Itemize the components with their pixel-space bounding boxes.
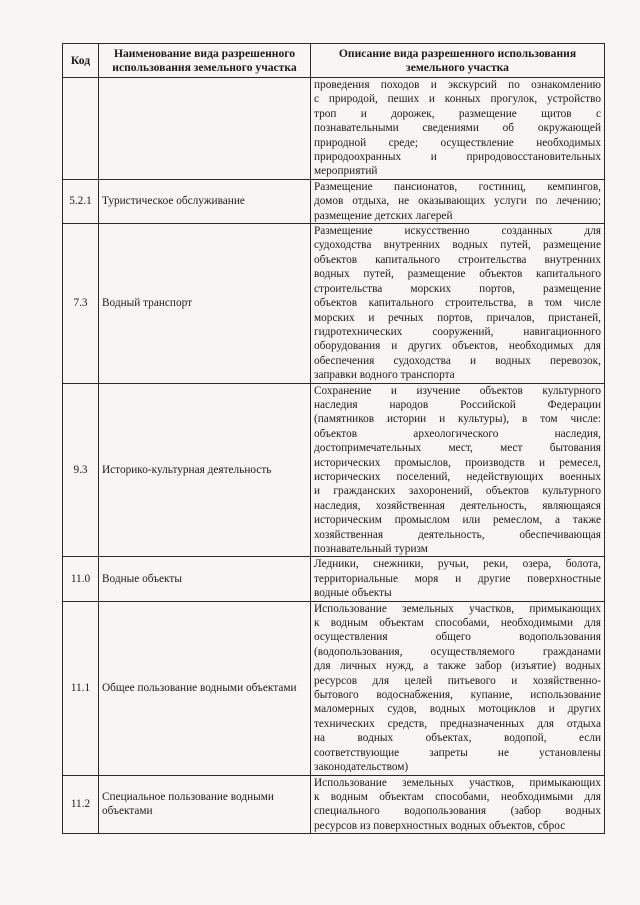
description-line: достопримечательных мест, мест бытования — [314, 442, 601, 455]
description-line: на водных объектах, водопой, если — [314, 732, 601, 745]
description-line: хозяйственная деятельность, обеспечивающая — [314, 528, 601, 541]
description-line: историческим промыслом или ремеслом, а также — [314, 514, 601, 527]
description-line: познавательными сведениями об окружающей — [314, 122, 601, 135]
description-line: троп и дорожек, размещение щитов с — [314, 107, 601, 120]
description-line: размещение детских лагерей — [314, 209, 453, 222]
description-line: домов отдыха, не оказывающих услуги по лечению; — [314, 195, 601, 208]
description-line: с природой, пеших и конных прогулок, устройство — [314, 93, 601, 106]
description-line: водные объекты — [314, 587, 392, 600]
row-description — [311, 775, 605, 834]
description-line: бытового водоснабжения, купание, использование — [314, 689, 601, 702]
row-code: 7.3 — [63, 224, 99, 383]
description-line: познавательный туризм — [314, 543, 428, 555]
description-line: наследия народов Российской Федерации — [314, 398, 601, 411]
row-name: Водные объекты — [99, 557, 311, 601]
description-line: и гражданских захоронений, объектов культурного — [314, 485, 601, 498]
row-description — [311, 78, 605, 180]
description-line: водных путей, размещение объектов капитального — [314, 268, 601, 281]
description-line: Размещение пансионатов, гостиниц, кемпингов, — [314, 180, 601, 193]
row-name: Специальное пользование водными объектами — [99, 775, 311, 834]
table-row — [63, 383, 605, 557]
description-line: территориальные моря и другие поверхностные — [314, 572, 601, 585]
row-name — [99, 78, 311, 180]
header-description: Описание вида разрешенного использования земельного участка — [311, 44, 605, 78]
row-description — [311, 224, 605, 383]
description-line: специального водопользования (забор водных — [314, 805, 601, 818]
table-header-row — [63, 44, 605, 78]
description-line: Размещение искусственно созданных для — [314, 225, 601, 238]
row-description — [311, 557, 605, 601]
description-line: объектов археологического наследия, — [314, 427, 601, 440]
description-line: к водным объектам способами, необходимыми для — [314, 790, 601, 803]
description-line: законодательством) — [314, 761, 409, 774]
description-line: ресурсов из поверхностных водных объектов, сброс — [314, 819, 566, 832]
table-row — [63, 775, 605, 834]
description-line: проведения походов и экскурсий по ознакомлению — [314, 79, 601, 91]
description-line: строительства морских портов, размещение — [314, 282, 601, 295]
table-row — [63, 78, 605, 180]
row-code: 11.1 — [63, 601, 99, 775]
description-line: (водопользования, осуществляемого гражданами — [314, 645, 601, 658]
description-line: морских и речных портов, причалов, пристаней, — [314, 311, 601, 324]
description-line: исторических поселений, недействующих военных — [314, 470, 601, 483]
description-line: Использование земельных участков, примыкающих — [314, 602, 601, 615]
row-description — [311, 601, 605, 775]
description-line: объектов капитального строительства внутренних — [314, 253, 601, 266]
description-line: Сохранение и изучение объектов культурного — [314, 384, 601, 397]
row-description — [311, 383, 605, 557]
table-row — [63, 224, 605, 383]
description-line: маломерных судов, водных мотоциклов и других — [314, 703, 601, 716]
description-line: соответствующие запреты не установлены — [314, 746, 601, 759]
description-line: ресурсов для целей питьевого и хозяйственно- — [314, 674, 601, 687]
description-line: природоохранных и природовосстановительных — [314, 151, 601, 164]
description-line: Использование земельных участков, примыкающих — [314, 776, 601, 789]
description-line: к водным объектам способами, необходимыми для — [314, 617, 601, 630]
description-line: объектов капитального строительства, в том числе — [314, 297, 601, 310]
description-line: (памятников истории и культуры), в том числе: — [314, 413, 601, 426]
row-code — [63, 78, 99, 180]
header-code: Код — [63, 44, 99, 78]
description-line: природной среде; осуществление необходимых — [314, 136, 601, 149]
row-description — [311, 179, 605, 223]
row-code: 11.2 — [63, 775, 99, 834]
description-line: заправки водного транспорта — [314, 369, 455, 382]
row-name: Общее пользование водными объектами — [99, 601, 311, 775]
table-row — [63, 601, 605, 775]
description-line: гидротехнических сооружений, навигационного — [314, 325, 601, 338]
row-name: Историко-культурная деятельность — [99, 383, 311, 557]
description-line: обеспечения судоходства и водных перевозок, — [314, 354, 601, 367]
description-line: для личных нужд, а также забор (изъятие) водных — [314, 660, 601, 673]
row-code: 5.2.1 — [63, 179, 99, 223]
description-line: технических средств, предназначенных для отдыха — [314, 717, 601, 730]
row-code: 11.0 — [63, 557, 99, 601]
header-name: Наименование вида разрешенного использования земельного участка — [99, 44, 311, 78]
description-line: исторических промыслов, производств и ремесел, — [314, 456, 601, 469]
table-row — [63, 557, 605, 601]
table-row — [63, 179, 605, 223]
description-line: оборудования и других объектов, необходимых для — [314, 340, 601, 353]
land-use-table — [62, 43, 605, 834]
description-line: наследия, хозяйственная деятельность, являющаяся — [314, 499, 601, 512]
row-name: Водный транспорт — [99, 224, 311, 383]
description-line: осуществления общего водопользования — [314, 631, 601, 644]
description-line: Ледники, снежники, ручьи, реки, озера, болота, — [314, 558, 601, 571]
row-name: Туристическое обслуживание — [99, 179, 311, 223]
row-code: 9.3 — [63, 383, 99, 557]
description-line: судоходства внутренних водных путей, размещение — [314, 239, 601, 252]
description-line: мероприятий — [314, 165, 378, 178]
